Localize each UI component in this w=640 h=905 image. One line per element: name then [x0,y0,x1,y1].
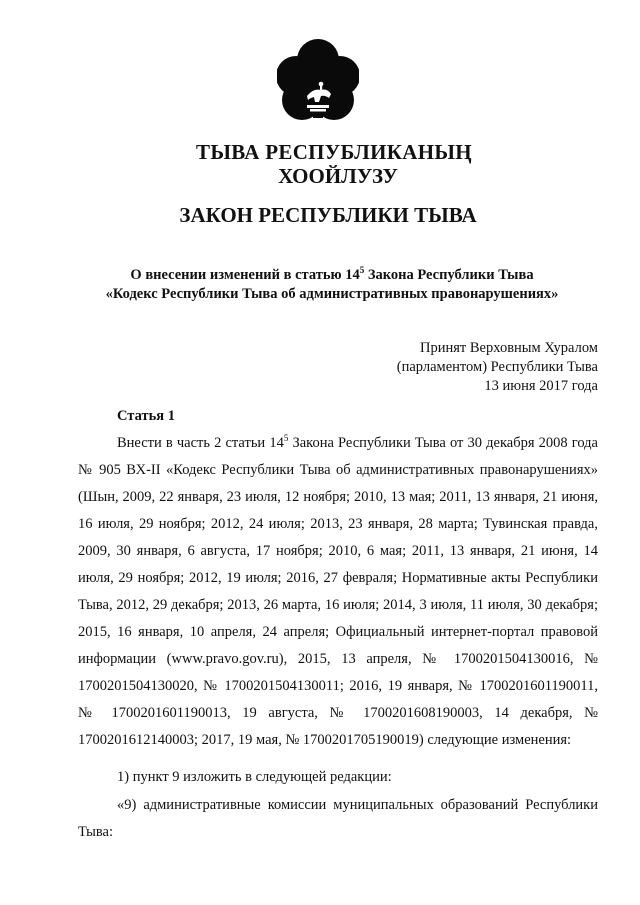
title-russian: ЗАКОН РЕСПУБЛИКИ ТЫВА [179,203,477,227]
article-paragraph-2: 1) пункт 9 изложить в следующей редакции: [117,769,392,785]
article-paragraph-1: Внести в часть 2 статьи $14^5$ Закона Республики Тыва от 30 декабря 2008 года № 905 ВХ-II «Кодекс Республики Тыва об административных правонарушениях» (Шын, 2009, 22 января, 23 июля, 12 ноября; 2010, 13 мая; 2011, 13 января, 21 июня, 16 июля, 29 ноября; 2012, 24 июля; 2013, 23 января, 28 марта; Тувинская правда, 2009, 30 января, 6 августа, 17 ноября; 2010, 6 мая; 2011, 13 января, 21 июня, 14 июля, 29 ноября; 2012, 19 июля; 2016, 27 февраля; Нормативные акты Республики Тыва, 2012, 29 декабря; 2013, 26 марта, 16 июля; 2014, 3 июля, 11 июля, 30 декабря; 2015, 16 января, 10 апреля, 24 апреля; Официальный интернет-портал правовой информации (www.pravo.gov.ru), 2015, 13 апреля, № 1700201504130016, № 1700201504130020, № 1700201504130011; 2016, 19 января, № 1700201601190011, № 1700201601190013, 19 августа, № 1700201608190003, 14 декабря, № 1700201612140003; 2017, 19 мая, № 1700201705190019) следующие изменения: [78,433,598,748]
adoption-note [397,339,598,396]
adoption-date: 13 июня 2017 года [484,378,598,394]
adoption-line2: (парламентом) Республики Тыва [396,359,598,375]
adoption-line1: Принят Верховным Хуралом [420,340,598,356]
article-paragraph-3: «9) административные комиссии муниципальных образований Республики Тыва: [78,797,598,840]
law-subject [0,266,640,304]
title-tuvan-line2: ХООЙЛУЗУ [278,164,398,188]
article-title: Статья 1 [117,408,175,424]
tuva-emblem-icon [277,38,359,124]
subject-line2: «Кодекс Республики Тыва об административных правонарушениях» [105,286,559,302]
subject-line1: О внесении изменений в статью $14^5$ Закона Республики Тыва [130,265,534,283]
title-tuvan-line1: ТЫВА РЕСПУБЛИКАНЫҢ [196,140,472,164]
